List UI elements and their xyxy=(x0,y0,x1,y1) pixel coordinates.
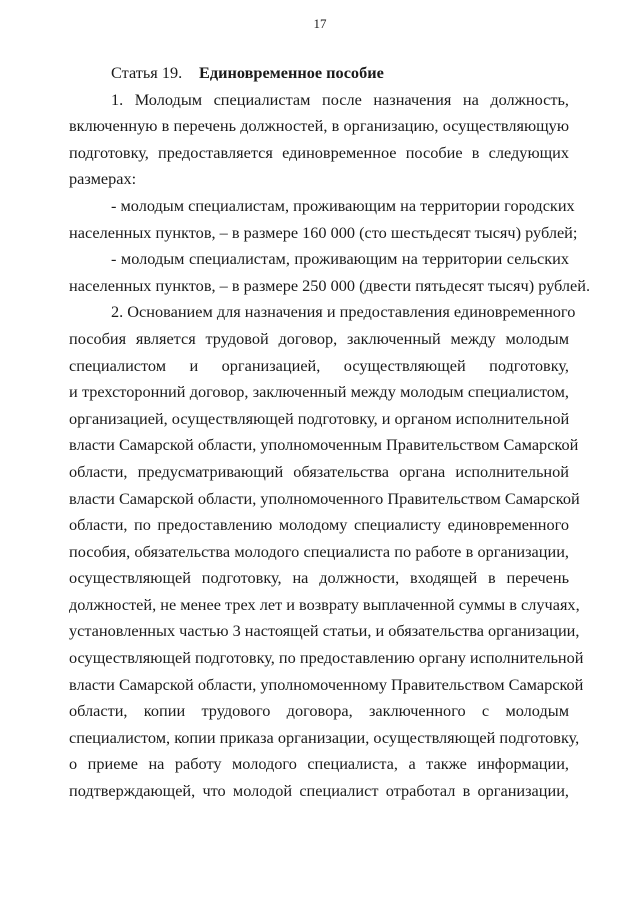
text-line: о приеме на работу молодого специалиста, а также информации, xyxy=(69,754,569,774)
text-line: специалистом, копии приказа организации, осуществляющей подготовку, xyxy=(69,727,580,747)
text-line: области, копии трудового договора, заключенного с молодым xyxy=(69,701,569,721)
article-title: Единовременное пособие xyxy=(199,63,384,82)
paragraph-2 xyxy=(69,299,584,804)
text-line: населенных пунктов, – в размере 160 000 (сто шестьдесят тысяч) рублей; xyxy=(69,222,578,242)
paragraph-1 xyxy=(69,87,569,193)
text-line: - молодым специалистам, проживающим на территории городских xyxy=(111,195,575,215)
text-line: области, предусматривающий обязательства органа исполнительной xyxy=(69,461,569,481)
text-line: установленных частью 3 настоящей статьи, и обязательства организации, xyxy=(69,621,580,641)
text-line: должностей, не менее трех лет и возврату выплаченной суммы в случаях, xyxy=(69,594,580,614)
text-line: - молодым специалистам, проживающим на территории сельских xyxy=(111,249,569,269)
article-number: Статья 19. xyxy=(111,63,183,82)
text-line: подтверждающей, что молодой специалист отработал в организации, xyxy=(69,781,569,801)
text-line: пособия является трудовой договор, заключенный между молодым xyxy=(69,328,569,348)
text-line: области, по предоставлению молодому специалисту единовременного xyxy=(69,515,569,535)
text-line: подготовку, предоставляется единовременное пособие в следующих xyxy=(69,142,569,162)
text-line: 2. Основанием для назначения и предоставления единовременного xyxy=(111,302,576,322)
article-heading xyxy=(111,60,569,87)
text-line: пособия, обязательства молодого специалиста по работе в организации, xyxy=(69,541,569,561)
text-line: власти Самарской области, уполномоченному Правительством Самарской xyxy=(69,674,584,694)
text-line: размерах: xyxy=(69,169,137,189)
text-line: осуществляющей подготовку, по предоставлению органу исполнительной xyxy=(69,648,584,668)
text-line: включенную в перечень должностей, в организацию, осуществляющую xyxy=(69,116,569,136)
text-line: организацией, осуществляющей подготовку, и органом исполнительной xyxy=(69,408,570,428)
text-line: населенных пунктов, – в размере 250 000 (двести пятьдесят тысяч) рублей. xyxy=(69,275,591,295)
text-line: осуществляющей подготовку, на должности, входящей в перечень xyxy=(69,568,569,588)
list-item-urban xyxy=(69,193,578,246)
list-item-rural xyxy=(69,246,591,299)
text-line: и трехсторонний договор, заключенный между молодым специалистом, xyxy=(69,382,569,402)
page-number: 17 xyxy=(313,16,327,31)
document-body xyxy=(69,60,591,805)
text-line: власти Самарской области, уполномоченного Правительством Самарской xyxy=(69,488,580,508)
text-line: 1. Молодым специалистам после назначения на должность, xyxy=(111,89,569,109)
text-line: власти Самарской области, уполномоченным Правительством Самарской xyxy=(69,435,579,455)
text-line: специалистом и организацией, осуществляющей подготовку, xyxy=(69,355,569,375)
